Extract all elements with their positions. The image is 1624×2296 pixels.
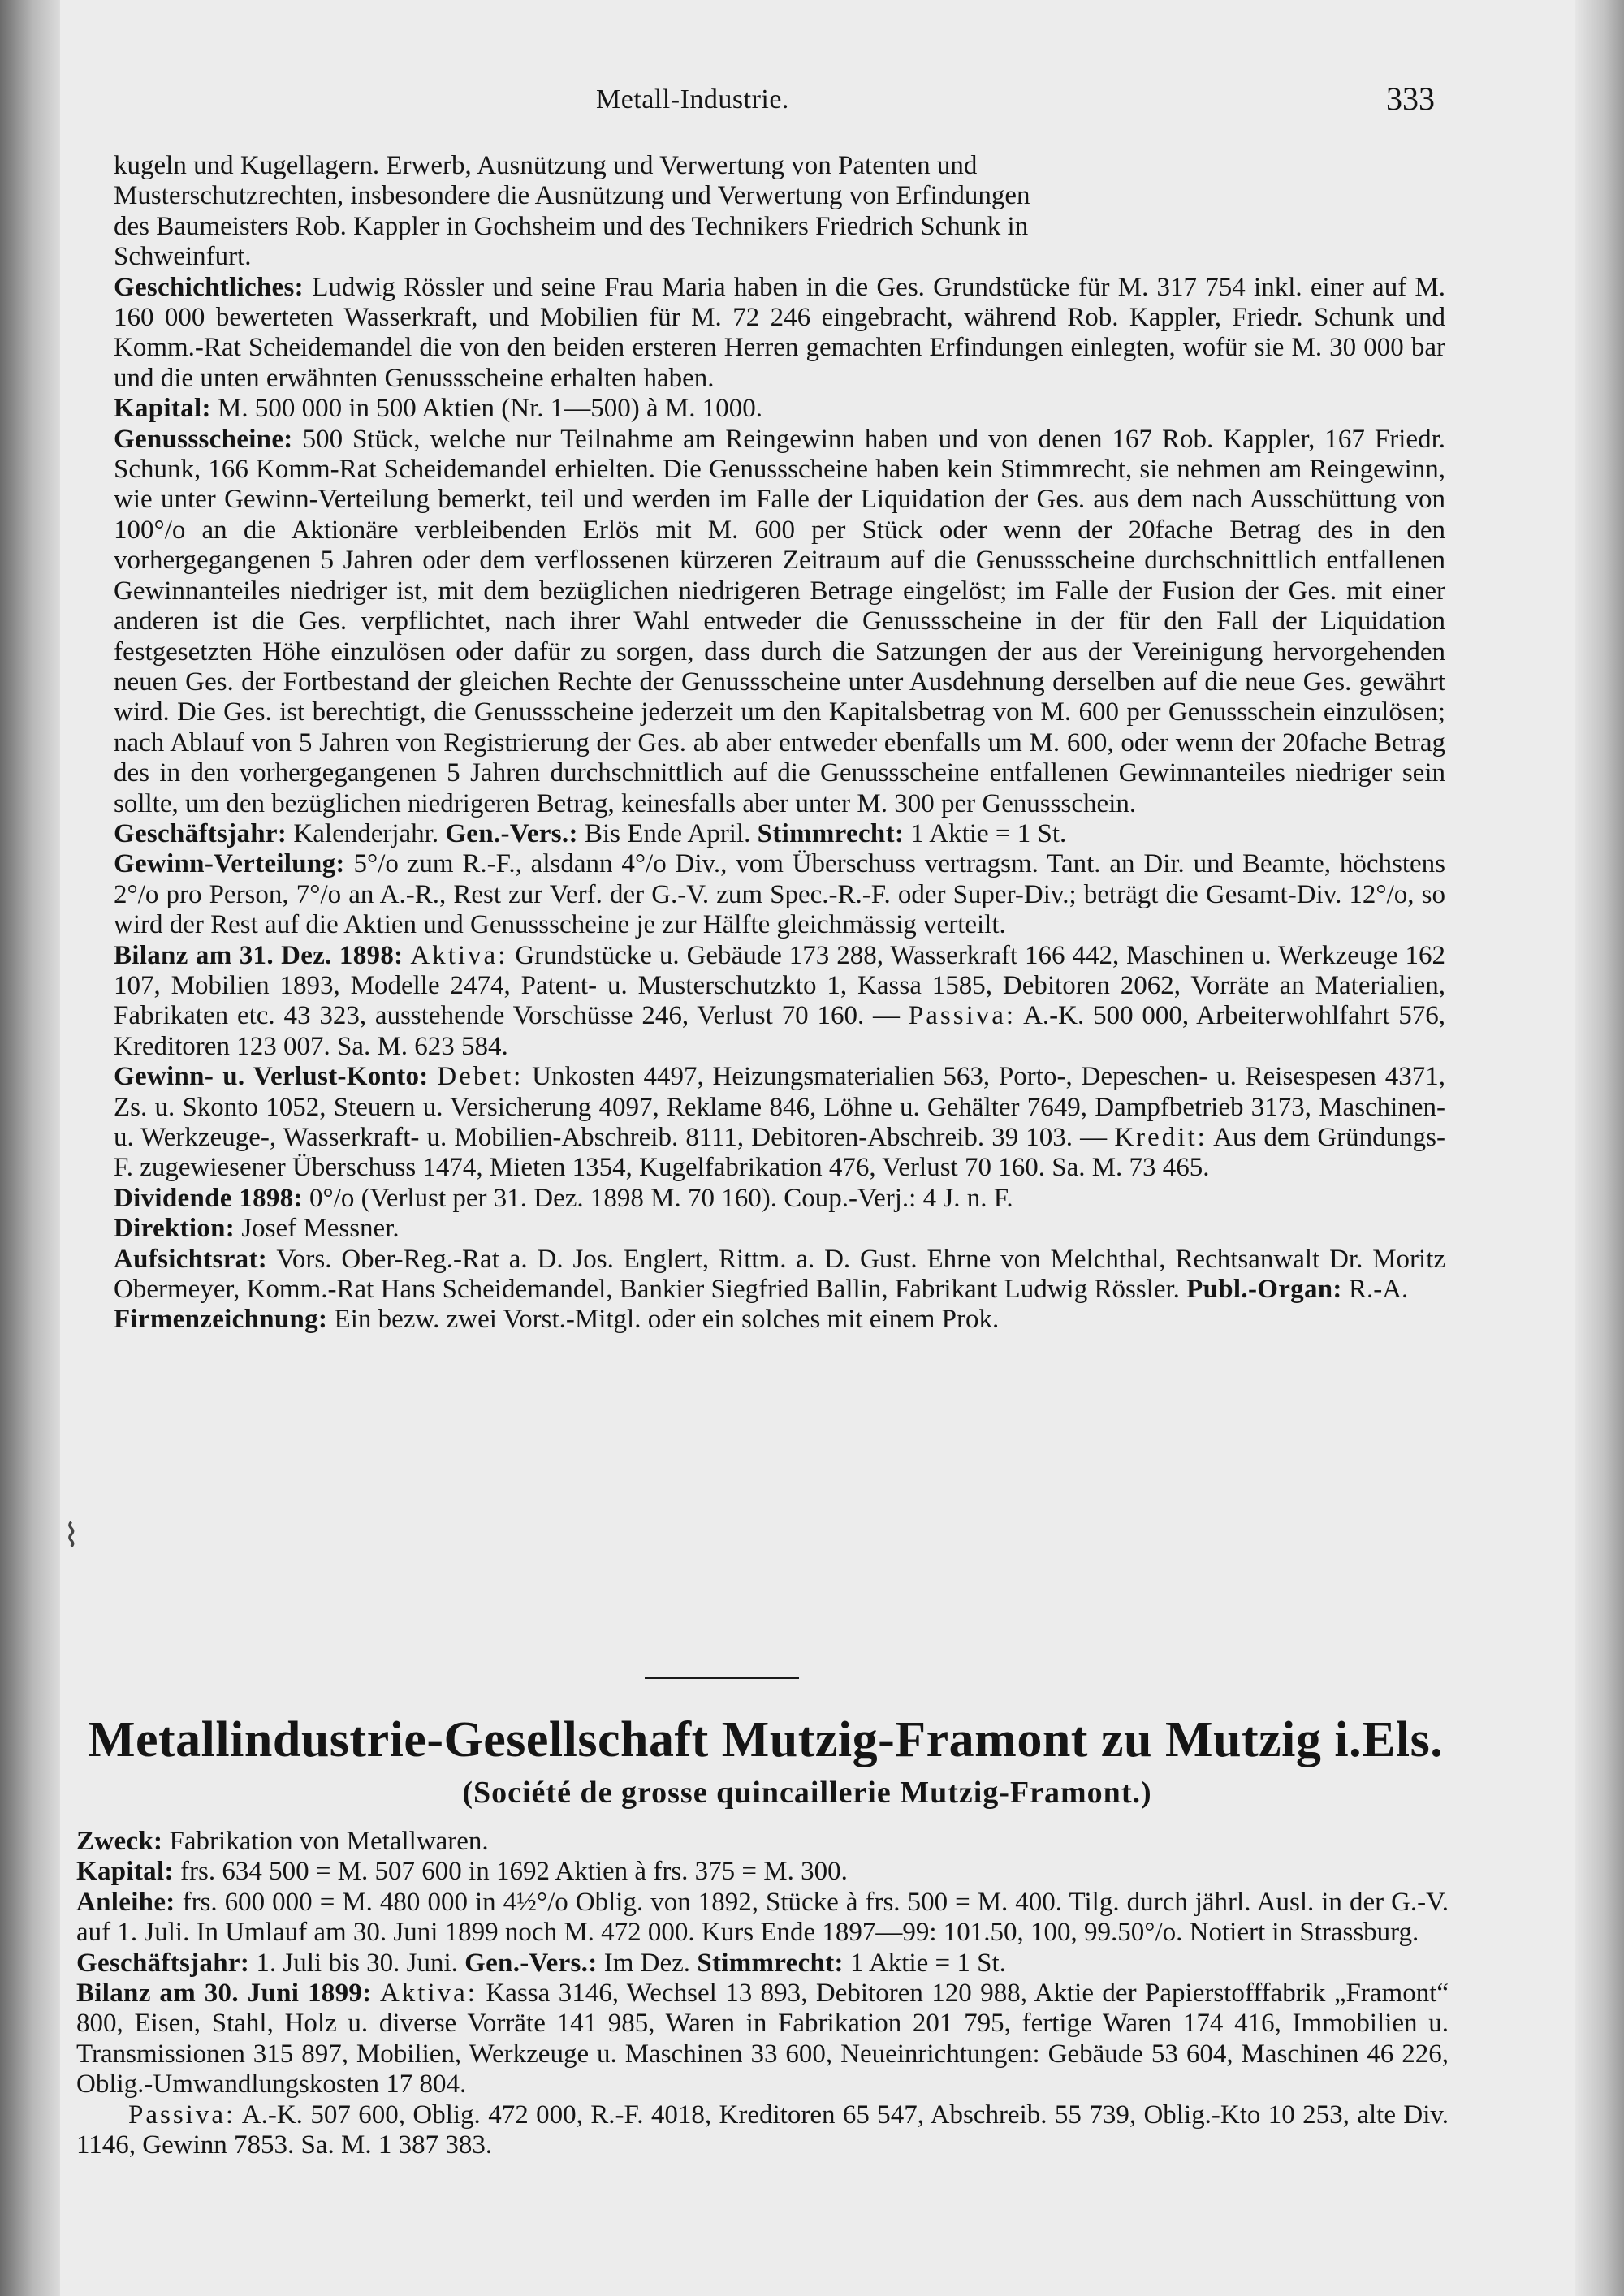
purpose-line: Schweinfurt. [114, 242, 252, 272]
dividend-label: Dividende 1898: [114, 1183, 303, 1213]
capital-text: frs. 634 500 = M. 507 600 in 1692 Aktien à frs. 375 = M. 300. [180, 1857, 848, 1887]
fiscal-year-text: Kalenderjahr. [293, 818, 439, 848]
general-meeting-text: Bis Ende April. [584, 818, 751, 848]
capital-entry [114, 394, 1445, 424]
credit-label: Kredit: [1114, 1123, 1207, 1152]
assets-label: Aktiva: [379, 1979, 477, 2009]
liabilities-label: Passiva: [128, 2100, 236, 2130]
liabilities-text: A.-K. 507 600, Oblig. 472 000, R.-F. 4018, Kreditoren 65 547, Abschreib. 55 739, Oblig.-Kto 10 253, alte Div. 1146, Gewinn 7853. Sa. M. 1 387 383. [76, 2100, 1449, 2160]
history-label: Geschichtliches: [114, 272, 304, 302]
board-label: Aufsichtsrat: [114, 1244, 268, 1274]
purpose-label: Zweck: [76, 1827, 163, 1856]
certificates-entry [114, 425, 1445, 819]
scan-shadow-left [0, 0, 60, 2296]
pl-account-entry [114, 1062, 1445, 1184]
profit-distribution-text: 5°/o zum R.-F., alsdann 4°/o Div., vom Überschuss vertragsm. Tant. an Dir. und Beamte, höchstens 2°/o pro Person, 7°/o an A.-R., Rest zur Verf. der G.-V. zum Spec.-R.-F. oder Super-Div.; beträgt die Gesamt-Div. 12°/o, so wird der Rest auf die Aktien und Genussscheine je zur Hälfte gleichmässig verteilt. [114, 849, 1445, 940]
capital-label: Kapital: [76, 1857, 174, 1887]
assets-text: Grundstücke u. Gebäude 173 288, Wasserkraft 166 442, Maschinen u. Werkzeuge 162 107, Mobilien 1893, Modelle 2474, Patent- u. Musterschutzkto 1, Kassa 1585, Debitoren 2062, Vorräte an Materialien, Fabrikaten etc. 43 323, ausstehende Vorschüsse 246, Verlust 70 160. — [114, 940, 1446, 1031]
credit-text: Aus dem Gründungs-F. zugewiesener Überschuss 1474, Mieten 1354, Kugelfabrikation 476, Verlust 70 160. Sa. M. 73 465. [114, 1123, 1445, 1183]
purpose-text: Fabrikation von Metallwaren. [169, 1827, 489, 1856]
capital-label: Kapital: [114, 394, 211, 424]
certificates-label: Genussscheine: [114, 424, 293, 454]
voting-right-text: 1 Aktie = 1 St. [850, 1948, 1006, 1978]
history-entry [114, 273, 1445, 395]
book-page [60, 0, 1575, 2296]
profit-distribution-label: Gewinn-Verteilung: [114, 849, 345, 879]
debit-text: Unkosten 4497, Heizungsmaterialien 563, Porto-, Depeschen- u. Reisespesen 4371, Zs. u. Skonto 1052, Steuern u. Versicherung 4097, Reklame 846, Löhne u. Gehälter 7649, Dampfbetrieb 3173, Maschinen- u. Werkzeuge-, Wasserkraft- u. Mobilien-Abschreib. 8111, Debitoren-Abschreib. 39 103. — [114, 1062, 1445, 1152]
purpose-entry [76, 1827, 1449, 1857]
assets-text: Kassa 3146, Wechsel 13 893, Debitoren 120 988, Aktie der Papierstofffabrik „Framont“ 800, Eisen, Stahl, Holz u. diverse Vorräte 141 985, Waren in Fabrikation 201 795, fertige Waren 174 416, Immobilien u. Transmissionen 315 897, Mobilien, Werkzeuge u. Maschinen 33 600, Neueinrichtungen: Gebäude 53 604, Maschinen 46 226, Oblig.-Umwandlungskosten 17 804. [76, 1979, 1449, 2100]
fiscal-year-entry [76, 1949, 1449, 1979]
voting-right-label: Stimmrecht: [757, 818, 905, 848]
bond-entry [76, 1888, 1449, 1949]
company-heading: Metallindustrie-Gesellschaft Mutzig-Framont zu Mutzig i.Els. [88, 1712, 1444, 1767]
purpose-line: des Baumeisters Rob. Kappler in Gochsheim und des Technikers Friedrich Schunk in [114, 211, 1029, 241]
general-meeting-text: Im Dez. [603, 1948, 691, 1978]
liabilities-entry [76, 2100, 1449, 2161]
section-divider [645, 1677, 799, 1679]
first-company-entry [114, 151, 1445, 1336]
management-entry [114, 1214, 1445, 1244]
fiscal-year-entry [114, 819, 1445, 849]
balance-entry [76, 1979, 1449, 2100]
history-text: Ludwig Rössler und seine Frau Maria haben in die Ges. Grundstücke für M. 317 754 inkl. einer auf M. 160 000 bewerteten Wasserkraft, und Mobilien für M. 72 246 eingebracht, während Rob. Kappler, Friedr. Schunk und Komm.-Rat Scheidemandel die von den beiden ersteren Herren gemachten Erfindungen einlegten, wofür sie M. 30 000 bar und die unten erwähnten Genussscheine erhalten haben. [114, 272, 1446, 393]
general-meeting-label: Gen.-Vers.: [464, 1948, 598, 1978]
fiscal-year-label: Geschäftsjahr: [114, 818, 287, 848]
dividend-entry [114, 1184, 1445, 1214]
signature-entry [114, 1305, 1445, 1335]
voting-right-text: 1 Aktie = 1 St. [910, 818, 1067, 848]
purpose-line: kugeln und Kugellagern. Erwerb, Ausnützung und Verwertung von Patenten und [114, 151, 978, 180]
publication-organ-label: Publ.-Organ: [1186, 1275, 1342, 1305]
running-title: Metall-Industrie. [596, 84, 789, 114]
balance-label: Bilanz am 31. Dez. 1898: [114, 940, 404, 970]
bond-label: Anleihe: [76, 1887, 175, 1917]
management-text: Josef Messner. [241, 1214, 400, 1244]
page-number: 333 [1386, 80, 1435, 117]
capital-entry [76, 1857, 1449, 1887]
second-company-entry [76, 1827, 1449, 2160]
management-label: Direktion: [114, 1214, 235, 1244]
margin-pencil-mark: ⌇ [63, 1517, 80, 1554]
publication-organ-text: R.-A. [1348, 1275, 1409, 1305]
certificates-text: 500 Stück, welche nur Teilnahme am Reingewinn haben und von denen 167 Rob. Kappler, 167 Friedr. Schunk, 166 Komm-Rat Scheidemandel erhielten. Die Genussscheine haben kein Stimmrecht, sie nehmen am Reingewinn, wie unter Gewinn-Verteilung bemerkt, teil und werden im Falle der Liquidation der Ges. aus dem nach Ausschüttung von 100°/o an die Aktionäre verbleibenden Erlös mit M. 600 per Stück oder wenn der 20fache Betrag des in den vorhergegangenen 5 Jahren oder dem verflossenen kürzeren Zeitraum auf die Genussscheine durchschnittlich entfallenen Gewinnanteiles niedriger ist, mit dem bezüglichen niedrigeren Betrage eingelöst; im Falle der Fusion der Ges. mit einer anderen ist die Ges. verpflichtet, nach ihrer Wahl entweder die Genussscheine in der für den Fall der Liquidation festgesetzten Höhe einzulösen oder dafür zu sorgen, dass durch die Satzungen der aus der Vereinigung hervorgehenden neuen Ges. der Fortbestand der gleichen Rechte der Genussscheine unter Ausdehnung derselben auf die neue Ges. gewährt wird. Die Ges. ist berechtigt, die Genussscheine jederzeit um den Kapitalsbetrag von M. 600 per Genussschein einzulösen; nach Ablauf von 5 Jahren von Registrierung der Ges. ab aber entweder ebenfalls um M. 600, oder wenn der 20fache Betrag des in den vorhergegangenen 5 Jahren durchschnittlich auf die Genussscheine entfallenen Gewinnanteiles niedriger sein sollte, um den bezüglichen niedrigeren Betrag, keinesfalls aber unter M. 300 per Genussschein. [114, 424, 1445, 818]
assets-label: Aktiva: [410, 940, 508, 970]
liabilities-text: A.-K. 500 000, Arbeiterwohlfahrt 576, Kreditoren 123 007. Sa. M. 623 584. [114, 1001, 1445, 1061]
liabilities-label: Passiva: [908, 1001, 1017, 1031]
pl-account-label: Gewinn- u. Verlust-Konto: [114, 1062, 429, 1092]
balance-label: Bilanz am 30. Juni 1899: [76, 1979, 372, 2009]
profit-distribution-entry [114, 849, 1445, 940]
scan-shadow-right [1575, 0, 1624, 2296]
bond-text: frs. 600 000 = M. 480 000 in 4½°/o Oblig. von 1892, Stücke à frs. 500 = M. 400. Tilg. durch jährl. Ausl. in der G.-V. auf 1. Juli. In Umlauf am 30. Juni 1899 noch M. 472 000. Kurs Ende 1897—99: 101.50, 100, 99.50°/o. Notiert in Strassburg. [76, 1887, 1449, 1948]
signature-label: Firmenzeichnung: [114, 1305, 328, 1335]
board-entry [114, 1245, 1445, 1306]
capital-text: M. 500 000 in 500 Aktien (Nr. 1—500) à M. 1000. [218, 394, 762, 424]
balance-entry [114, 941, 1445, 1063]
fiscal-year-label: Geschäftsjahr: [76, 1948, 250, 1978]
fiscal-year-text: 1. Juli bis 30. Juni. [256, 1948, 458, 1978]
general-meeting-label: Gen.-Vers.: [445, 818, 578, 848]
company-subtitle: (Société de grosse quincaillerie Mutzig-Framont.) [462, 1776, 1152, 1810]
voting-right-label: Stimmrecht: [697, 1948, 844, 1978]
purpose-line: Musterschutzrechten, insbesondere die Ausnützung und Verwertung von Erfindungen [114, 181, 1030, 211]
dividend-text: 0°/o (Verlust per 31. Dez. 1898 M. 70 160). Coup.-Verj.: 4 J. n. F. [309, 1183, 1013, 1213]
debit-label: Debet: [437, 1062, 524, 1092]
signature-text: Ein bezw. zwei Vorst.-Mitgl. oder ein solches mit einem Prok. [334, 1305, 1000, 1335]
board-text: Vors. Ober-Reg.-Rat a. D. Jos. Englert, Rittm. a. D. Gust. Ehrne von Melchthal, Rechtsanwalt Dr. Moritz Obermeyer, Komm.-Rat Hans Scheidemandel, Bankier Siegfried Ballin, Fabrikant Ludwig Rössler. [114, 1244, 1446, 1305]
